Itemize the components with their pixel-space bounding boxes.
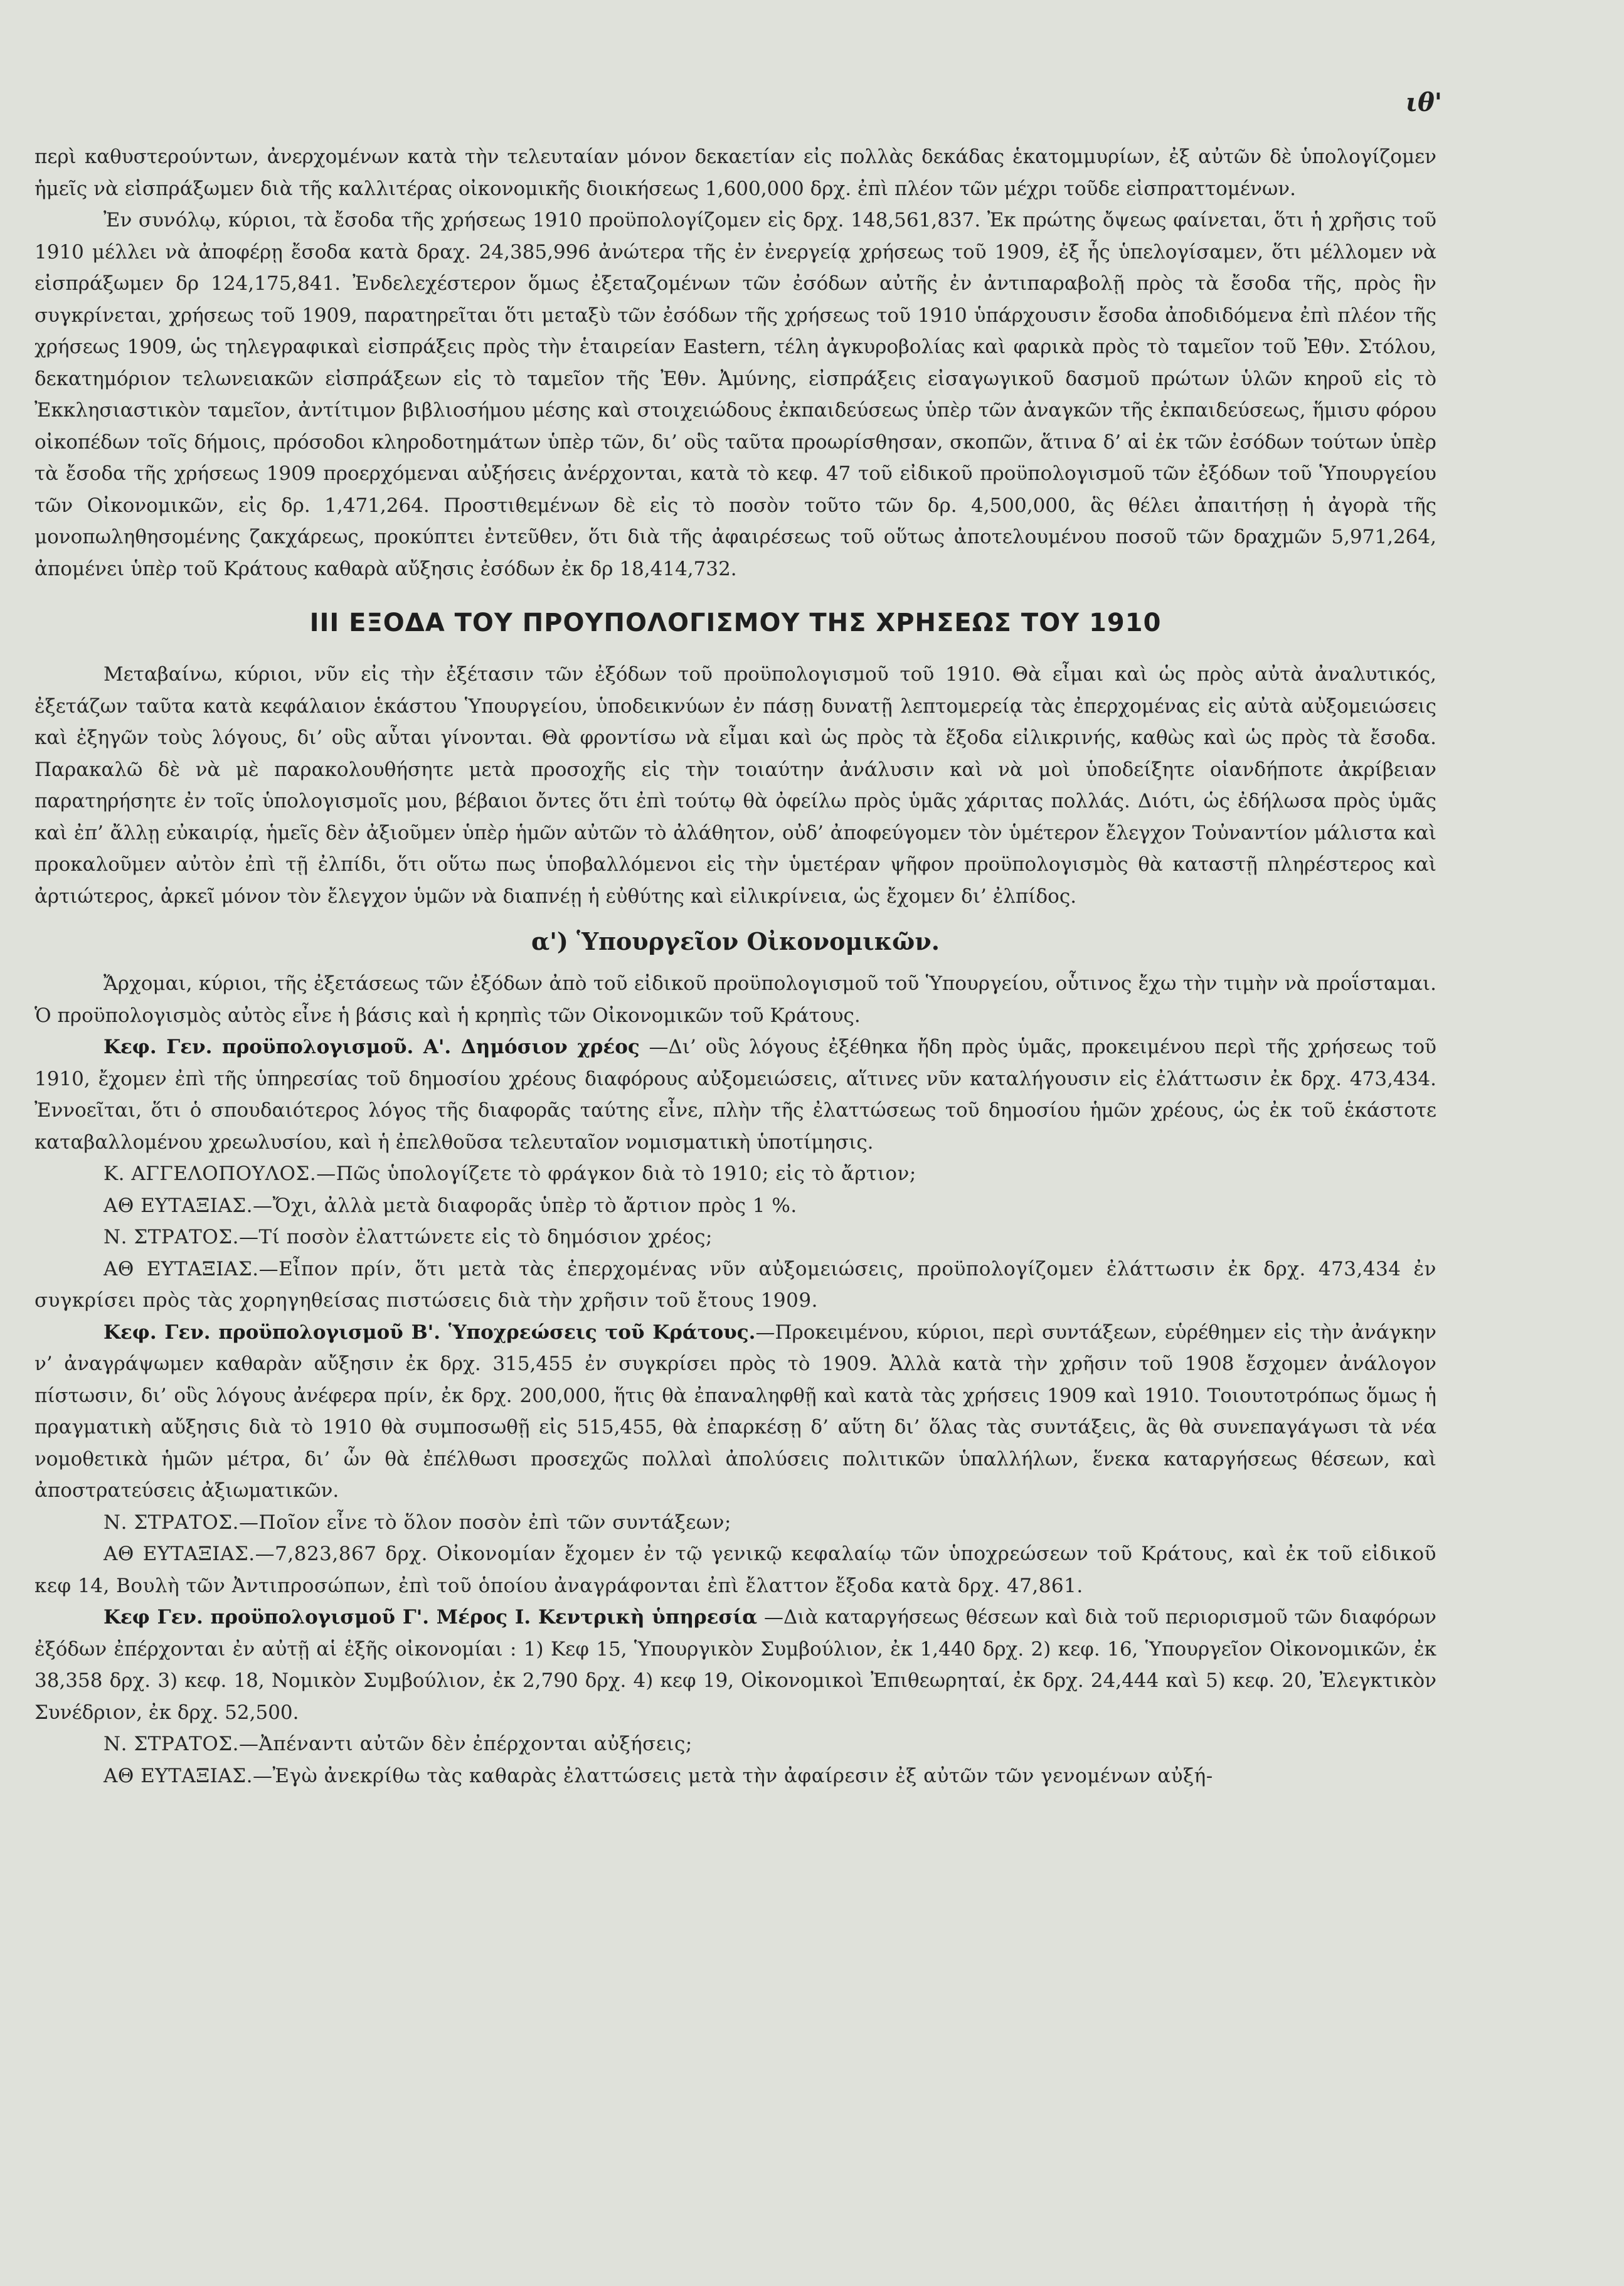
dialogue-lead: Κεφ Γεν. προϋπολογισμοῦ Γ'. Μέρος Ι. Κεντρικὴ ὑπηρεσία	[103, 1606, 758, 1629]
dialogue-entry: Ν. ΣΤΡΑΤΟΣ.—Τί ποσὸν ἐλαττώνετε εἰς τὸ δημόσιον χρέος;	[103, 1226, 713, 1248]
dialogue-entry: Κεφ. Γεν. προϋπολογισμοῦ Β'. Ὑποχρεώσεις τοῦ Κράτους.—Προκειμένου, κύριοι, περὶ συντάξεων, εὑρέθημεν εἰς τὴν ἀνάγκην ν’ ἀναγράψωμεν καθαρὰν αὔξησιν ἐκ δρχ. 315,455 ἐν συγκρίσει πρὸς τὸ 1909. Ἀλλὰ κατὰ τὴν χρῆσιν τοῦ 1908 ἔσχομεν ἀνάλογον πίστωσιν, δι’ οὓς λόγους ἀνέφερα πρίν, ἐκ δρχ. 200,000, ἥτις θὰ ἐπαναληφθῇ καὶ κατὰ τὰς χρήσεις 1909 καὶ 1910. Τοιουτοτρόπως ὅμως ἡ πραγματικὴ αὔξησις διὰ τὸ 1910 θὰ συμποσωθῇ εἰς 515,455, θὰ ἐπαρκέσῃ δ’ αὕτη δι’ ὅλας τὰς συντάξεις, ἃς θὰ συνεπαγάγωσι τὰ νέα νομοθετικὰ ἡμῶν μέτρα, δι’ ὧν θὰ ἐπέλθωσι προσεχῶς πολλαὶ ἀπολύσεις πολιτικῶν ὑπαλλήλων, ἕνεκα καταργήσεως θέσεων, καὶ ἀποστρατεύσεις ἀξιωματικῶν.	[34, 1321, 1436, 1502]
dialogue-entry: ΑΘ ΕΥΤΑΞΙΑΣ.—Ὄχι, ἀλλὰ μετὰ διαφορᾶς ὑπὲρ τὸ ἄρτιον πρὸς 1 %.	[103, 1194, 797, 1217]
paragraph-ministry-intro: Ἄρχομαι, κύριοι, τῆς ἐξετάσεως τῶν ἐξόδων ἀπὸ τοῦ εἰδικοῦ προϋπολογισμοῦ τοῦ Ὑπουργείου, οὗτινος ἔχω τὴν τιμὴν νὰ προΐσταμαι. Ὁ προϋπολογισμὸς αὐτὸς εἶνε ἡ βάσις καὶ ἡ κρηπὶς τῶν Οἰκονομικῶν τοῦ Κράτους.	[34, 972, 1436, 1027]
section-heading-expenses: III ΕΞΟΔΑ ΤΟΥ ΠΡΟΥΠΟΛΟΓΙΣΜΟΥ ΤΗΣ ΧΡΗΣΕΩΣ ΤΟΥ 1910	[309, 609, 1162, 637]
dialogue-lead: Κεφ. Γεν. προϋπολογισμοῦ Β'. Ὑποχρεώσεις τοῦ Κράτους.	[103, 1321, 756, 1344]
dialogue-entry: Ν. ΣΤΡΑΤΟΣ.—Ποῖον εἶνε τὸ ὅλον ποσὸν ἐπὶ τῶν συντάξεων;	[103, 1511, 731, 1534]
dialogue-entry: Κεφ Γεν. προϋπολογισμοῦ Γ'. Μέρος Ι. Κεντρικὴ ὑπηρεσία —Διὰ καταργήσεως θέσεων καὶ διὰ τοῦ περιορισμοῦ τῶν διαφόρων ἐξόδων ἐπέρχονται ἐν αὐτῇ αἱ ἑξῆς οἰκονομίαι : 1) Κεφ 15, Ὑπουργικὸν Συμβούλιον, ἐκ 1,440 δρχ. 2) κεφ. 16, Ὑπουργεῖον Οἰκονομικῶν, ἐκ 38,358 δρχ. 3) κεφ. 18, Νομικὸν Συμβούλιον, ἐκ 2,790 δρχ. 4) κεφ 19, Οἰκονομικοὶ Ἐπιθεωρηταί, ἐκ δρχ. 24,444 καὶ 5) κεφ. 20, Ἐλεγκτικὸν Συνέδριον, ἐκ δρχ. 52,500.	[34, 1606, 1436, 1724]
text-column	[34, 141, 1436, 1792]
dialogue-lead: Κεφ. Γεν. προϋπολογισμοῦ. Α'. Δημόσιον χρέος	[103, 1036, 640, 1058]
paragraph-continuation: περὶ καθυστερούντων, ἀνερχομένων κατὰ τὴν τελευταίαν μόνον δεκαετίαν εἰς πολλὰς δεκάδας ἑκατομμυρίων, ἐξ αὐτῶν δὲ ὑπολογίζομεν ἡμεῖς νὰ εἰσπράξωμεν διὰ τῆς καλλιτέρας οἰκονομικῆς διοικήσεως 1,600,000 δρχ. ἐπὶ πλέον τῶν μέχρι τοῦδε εἰσπραττομένων.	[34, 146, 1436, 200]
paragraph-expenses-intro: Μεταβαίνω, κύριοι, νῦν εἰς τὴν ἐξέτασιν τῶν ἐξόδων τοῦ προϋπολογισμοῦ τοῦ 1910. Θὰ εἶμαι καὶ ὡς πρὸς αὐτὰ ἀναλυτικός, ἐξετάζων ταῦτα κατὰ κεφάλαιον ἑκάστου Ὑπουργείου, ὑποδεικνύων ἐν πάσῃ δυνατῇ λεπτομερείᾳ τὰς ἐπερχομένας εἰς αὐτὰ αὐξομειώσεις καὶ ἐξηγῶν τοὺς λόγους, δι’ οὓς αὗται γίνονται. Θὰ φροντίσω νὰ εἶμαι καὶ ὡς πρὸς τὰ ἔξοδα εἰλικρινής, καθὼς καὶ ὡς πρὸς τὰ ἔσοδα. Παρακαλῶ δὲ νὰ μὲ παρακολουθήσητε μετὰ προσοχῆς εἰς τὴν τοιαύτην ἀνάλυσιν καὶ νὰ μοὶ ὑποδείξητε οἱανδήποτε ἀκρίβειαν παρατηρήσητε ἐν τοῖς ὑπολογισμοῖς μου, βέβαιοι ὄντες ὅτι ἐπὶ τούτῳ θὰ ὀφείλω πρὸς ὑμᾶς χάριτας πολλάς. Διότι, ὡς ἐδήλωσα πρὸς ὑμᾶς καὶ ἐπ’ ἄλλῃ εὐκαιρίᾳ, ἡμεῖς δὲν ἀξιοῦμεν ὑπὲρ ἡμῶν αὐτῶν τὸ ἀλάθητον, οὐδ’ ἀποφεύγομεν τὸν ὑμέτερον ἔλεγχον Τοὐναντίον μάλιστα καὶ προκαλοῦμεν αὐτὸν ἐπὶ τῇ ἐλπίδι, ὅτι οὕτω πως ὑποβαλλόμενοι εἰς τὴν ὑμετέραν ψῆφον προϋπολογισμὸς θὰ καταστῇ πληρέστερος καὶ ἀρτιώτερος, ἀρκεῖ μόνον τὸν ἔλεγχον ὑμῶν νὰ διαπνέῃ ἡ εὐθύτης καὶ εἰλικρίνεια, ὡς ἔχομεν δι’ ἐλπίδος.	[34, 663, 1436, 908]
dialogue-entry: ΑΘ ΕΥΤΑΞΙΑΣ.—Ἐγὼ ἀνεκρίθω τὰς καθαρὰς ἐλαττώσεις μετὰ τὴν ἀφαίρεσιν ἐξ αὐτῶν τῶν γενομένων αὐξή-	[103, 1764, 1213, 1787]
dialogue-entry: Κ. ΑΓΓΕΛΟΠΟΥΛΟΣ.—Πῶς ὑπολογίζετε τὸ φράγκον διὰ τὸ 1910; εἰς τὸ ἄρτιον;	[103, 1162, 916, 1185]
subheading-ministry-finance: α') Ὑπουργεῖον Οἰκονομικῶν.	[531, 927, 940, 955]
dialogue-entry: ΑΘ ΕΥΤΑΞΙΑΣ.—Εἶπον πρίν, ὅτι μετὰ τὰς ἐπερχομένας νῦν αὐξομειώσεις, προϋπολογίζομεν ἐλάττωσιν ἐκ δρχ. 473,434 ἐν συγκρίσει πρὸς τὰς χορηγηθείσας πιστώσεις διὰ τὴν χρῆσιν τοῦ ἔτους 1909.	[34, 1257, 1436, 1312]
dialogue-entry: ΑΘ ΕΥΤΑΞΙΑΣ.—7,823,867 δρχ. Οἰκονομίαν ἔχομεν ἐν τῷ γενικῷ κεφαλαίῳ τῶν ὑποχρεώσεων τοῦ Κράτους, καὶ ἐκ τοῦ εἰδικοῦ κεφ 14, Βουλὴ τῶν Ἀντιπροσώπων, ἐπὶ τοῦ ὁποίου ἀναγράφονται ἐπὶ ἔλαττον ἔξοδα κατὰ δρχ. 47,861.	[34, 1543, 1436, 1597]
dialogue-entry: Ν. ΣΤΡΑΤΟΣ.—Ἀπέναντι αὐτῶν δὲν ἐπέρχονται αὐξήσεις;	[103, 1733, 693, 1755]
dialogue-entry: Κεφ. Γεν. προϋπολογισμοῦ. Α'. Δημόσιον χρέος —Δι’ οὓς λόγους ἐξέθηκα ἤδη πρὸς ὑμᾶς, προκειμένου περὶ τῆς χρήσεως τοῦ 1910, ἔχομεν ἐπὶ τῆς ὑπηρεσίας τοῦ δημοσίου χρέους διαφόρους αὐξομειώσεις, αἵτινες νῦν καταλήγουσιν εἰς ἐλάττωσιν ἐκ δρχ. 473,434. Ἐννοεῖται, ὅτι ὁ σπουδαιότερος λόγος τῆς διαφορᾶς ταύτης εἶνε, πλὴν τῆς ἐλαττώσεως τοῦ δημοσίου ἡμῶν χρέους, ὡς ἐκ τοῦ ἑκάστοτε καταβαλλομένου χρεωλυσίου, καὶ ἡ ἐπελθοῦσα τελευταῖον νομισματικὴ ὑποτίμησις.	[34, 1036, 1437, 1154]
page-number: ιθ'	[1405, 88, 1442, 117]
paragraph-revenue-total: Ἐν συνόλῳ, κύριοι, τὰ ἔσοδα τῆς χρήσεως 1910 προϋπολογίζομεν εἰς δρχ. 148,561,837. Ἐκ πρώτης ὄψεως φαίνεται, ὅτι ἡ χρῆσις τοῦ 1910 μέλλει νὰ ἀποφέρῃ ἔσοδα κατὰ δραχ. 24,385,996 ἀνώτερα τῆς ἐν ἐνεργείᾳ χρήσεως τοῦ 1909, ἐξ ἧς ὑπελογίσαμεν, ὅτι μέλλομεν νὰ εἰσπράξωμεν δρ 124,175,841. Ἐνδελεχέστερον ὅμως ἐξεταζομένων τῶν ἐσόδων αὐτῆς ἐν ἀντιπαραβολῇ πρὸς τὰ ἔσοδα τῆς, πρὸς ἣν συγκρίνεται, χρήσεως τοῦ 1909, παρατηρεῖται ὅτι μεταξὺ τῶν ἐσόδων τῆς χρήσεως τοῦ 1910 ὑπάρχουσιν ἔσοδα ἀποδιδόμενα ἐπὶ πλέον τῆς χρήσεως 1909, ὡς τηλεγραφικαὶ εἰσπράξεις πρὸς τὴν ἑταιρείαν Eastern, τέλη ἀγκυροβολίας καὶ φαρικὰ πρὸς τὸ ταμεῖον τοῦ Ἐθν. Στόλου, δεκατημόριον τελωνειακῶν εἰσπράξεων εἰς τὸ ταμεῖον τῆς Ἐθν. Ἀμύνης, εἰσπράξεις εἰσαγωγικοῦ δασμοῦ πρώτων ὑλῶν κηροῦ εἰς τὸ Ἐκκλησιαστικὸν ταμεῖον, ἀντίτιμον βιβλιοσήμου μέσης καὶ στοιχειώδους ἐκπαιδεύσεως ὑπὲρ τῶν ἀναγκῶν τῆς ἐκπαιδεύσεως, ἥμισυ φόρου οἰκοπέδων τοῖς δήμοις, πρόσοδοι κληροδοτημάτων ὑπὲρ τῶν, δι’ οὓς ταῦτα προωρίσθησαν, σκοπῶν, ἅτινα δ’ αἱ ἐκ τῶν ἐσόδων τούτων ὑπὲρ τὰ ἔσοδα τῆς χρήσεως 1909 προερχόμεναι αὐξήσεις ἀνέρχονται, κατὰ τὸ κεφ. 47 τοῦ εἰδικοῦ προϋπολογισμοῦ τῶν ἐξόδων τοῦ Ὑπουργείου τῶν Οἰκονομικῶν, εἰς δρ. 1,471,264. Προστιθεμένων δὲ εἰς τὸ ποσὸν τοῦτο τῶν δρ. 4,500,000, ἃς θέλει ἀπαιτήσῃ ἡ ἀγορὰ τῆς μονοπωληθησομένης ζακχάρεως, προκύπτει ἐντεῦθεν, ὅτι διὰ τῆς ἀφαιρέσεως τοῦ οὕτως ἀποτελουμένου ποσοῦ τῶν δραχμῶν 5,971,264, ἀπομένει ὑπὲρ τοῦ Κράτους καθαρὰ αὔξησις ἐσόδων ἐκ δρ 18,414,732.	[34, 209, 1436, 580]
